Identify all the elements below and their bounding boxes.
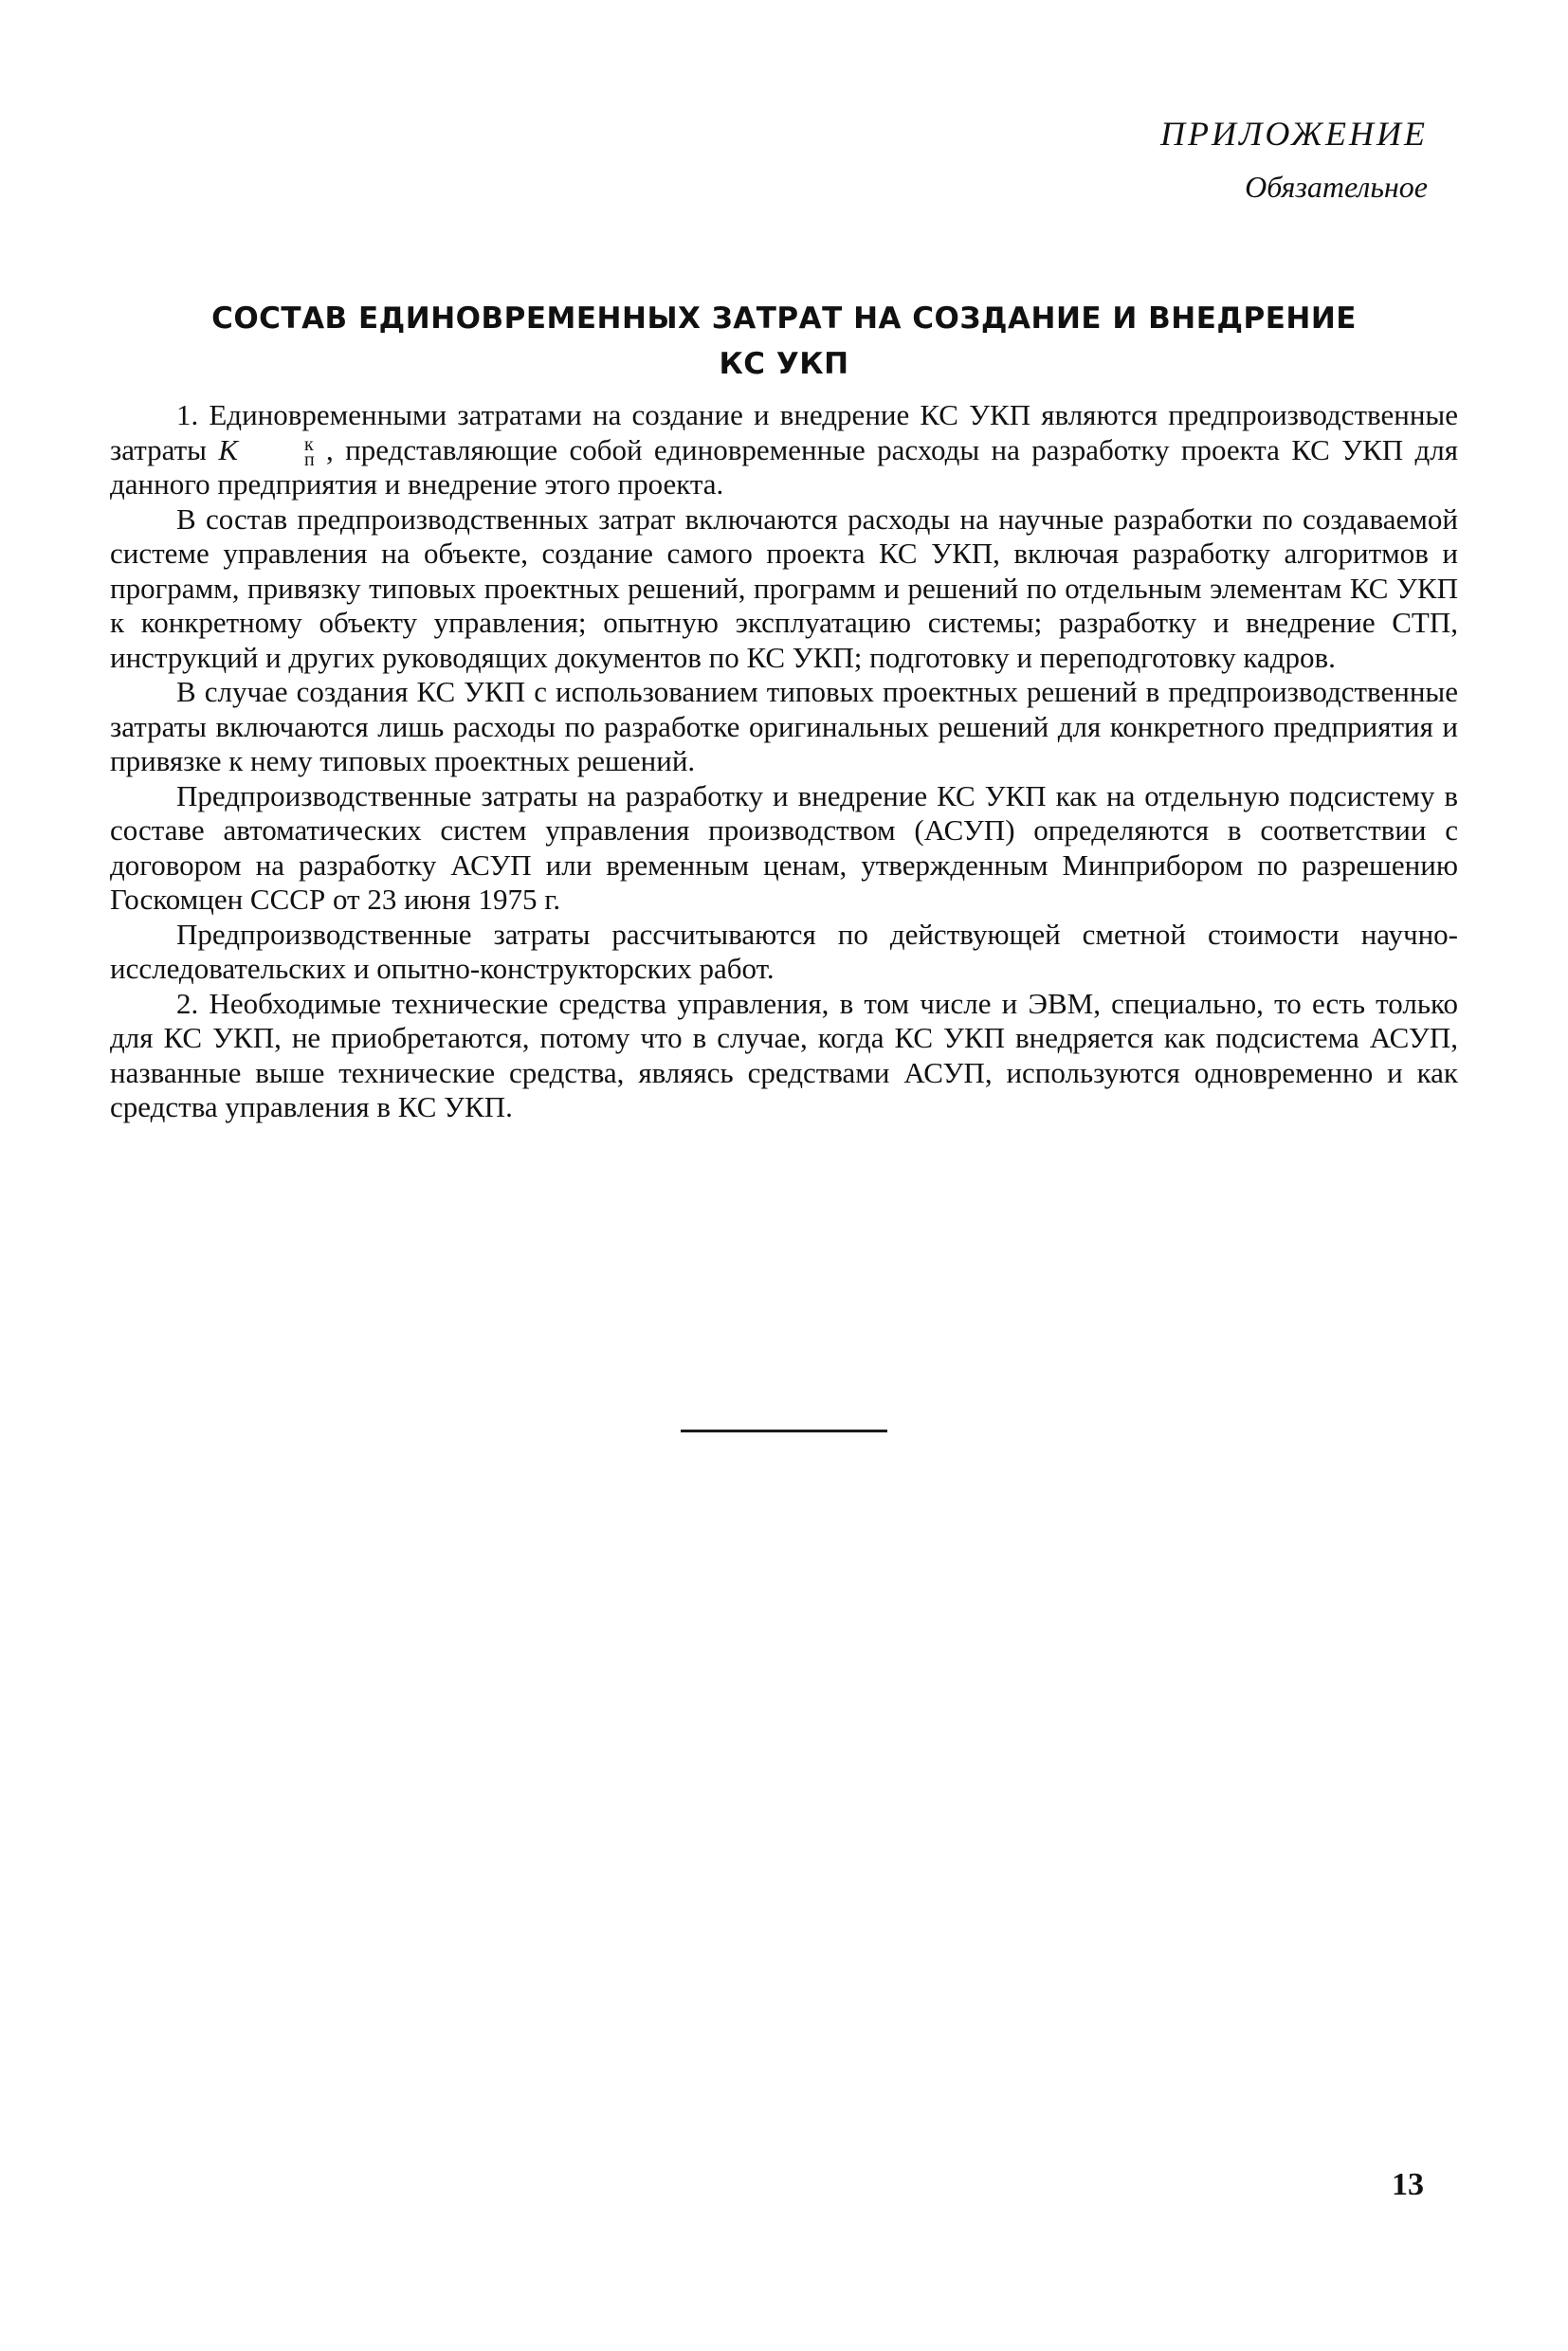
formula-superscript: к bbox=[304, 434, 314, 456]
page-number: 13 bbox=[1392, 2167, 1424, 2202]
section-title-line-1: СОСТАВ ЕДИНОВРЕМЕННЫХ ЗАТРАТ НА СОЗДАНИЕ И ВНЕДРЕНИЕ bbox=[211, 301, 1357, 336]
section-title-line-2: КС УКП bbox=[719, 347, 849, 381]
paragraph-1-text-start: 1. Единовременными затратами на создание и внедрение КС УКП являются предпроизводственные затраты bbox=[110, 398, 1458, 466]
paragraph-4: Предпроизводственные затраты на разработку и внедрение КС УКП как на отдельную подсистему в составе автоматических систем управления производством (АСУП) определяются в соответствии с договором на разработку АСУП или временным ценам, утвержденным Минприбором по разрешению Госкомцен СССР от 23 июня 1975 г. bbox=[110, 778, 1458, 917]
paragraph-1-text-end: , представляющие собой единовременные расходы на разработку проекта КС УКП для данного предприятия и внедрение этого проекта. bbox=[110, 432, 1459, 501]
paragraph-6: 2. Необходимые технические средства управления, в том числе и ЭВМ, специально, то есть только для КС УКП, не приобретаются, потому что в случае, когда КС УКП внедряется как подсистема АСУП, названные выше технические средства, являясь средствами АСУП, используются одновременно и как средства управления в КС УКП. bbox=[110, 986, 1458, 1124]
end-rule bbox=[681, 1430, 887, 1432]
document-body bbox=[110, 398, 1458, 1125]
cost-formula bbox=[218, 432, 315, 471]
formula-subscript: п bbox=[304, 449, 315, 471]
appendix-status: Обязательное bbox=[1245, 170, 1428, 204]
paragraph-3: В случае создания КС УКП с использованием типовых проектных решений в предпроизводственные затраты включаются лишь расходы по разработке оригинальных решений для конкретного предприятия и привязке к нему типовых проектных решений. bbox=[110, 675, 1458, 778]
appendix-header bbox=[1160, 112, 1428, 209]
appendix-label: ПРИЛОЖЕНИЕ bbox=[1160, 115, 1428, 153]
paragraph-1 bbox=[110, 398, 1458, 502]
formula-base: K bbox=[218, 432, 238, 466]
paragraph-2: В состав предпроизводственных затрат включаются расходы на научные разработки по создаваемой системе управления на объекте, создание самого проекта КС УКП, включая разработку алгоритмов и программ, привязку типовых проектных решений, программ и решений по отдельным элементам КС УКП к конкретному объекту управления; опытную эксплуатацию системы; разработку и внедрение СТП, инструкций и других руководящих документов по КС УКП; подготовку и переподготовку кадров. bbox=[110, 501, 1458, 674]
section-title bbox=[114, 296, 1454, 387]
paragraph-5: Предпроизводственные затраты рассчитываются по действующей сметной стоимости научно-исследовательских и опытно-конструкторских работ. bbox=[110, 917, 1458, 986]
